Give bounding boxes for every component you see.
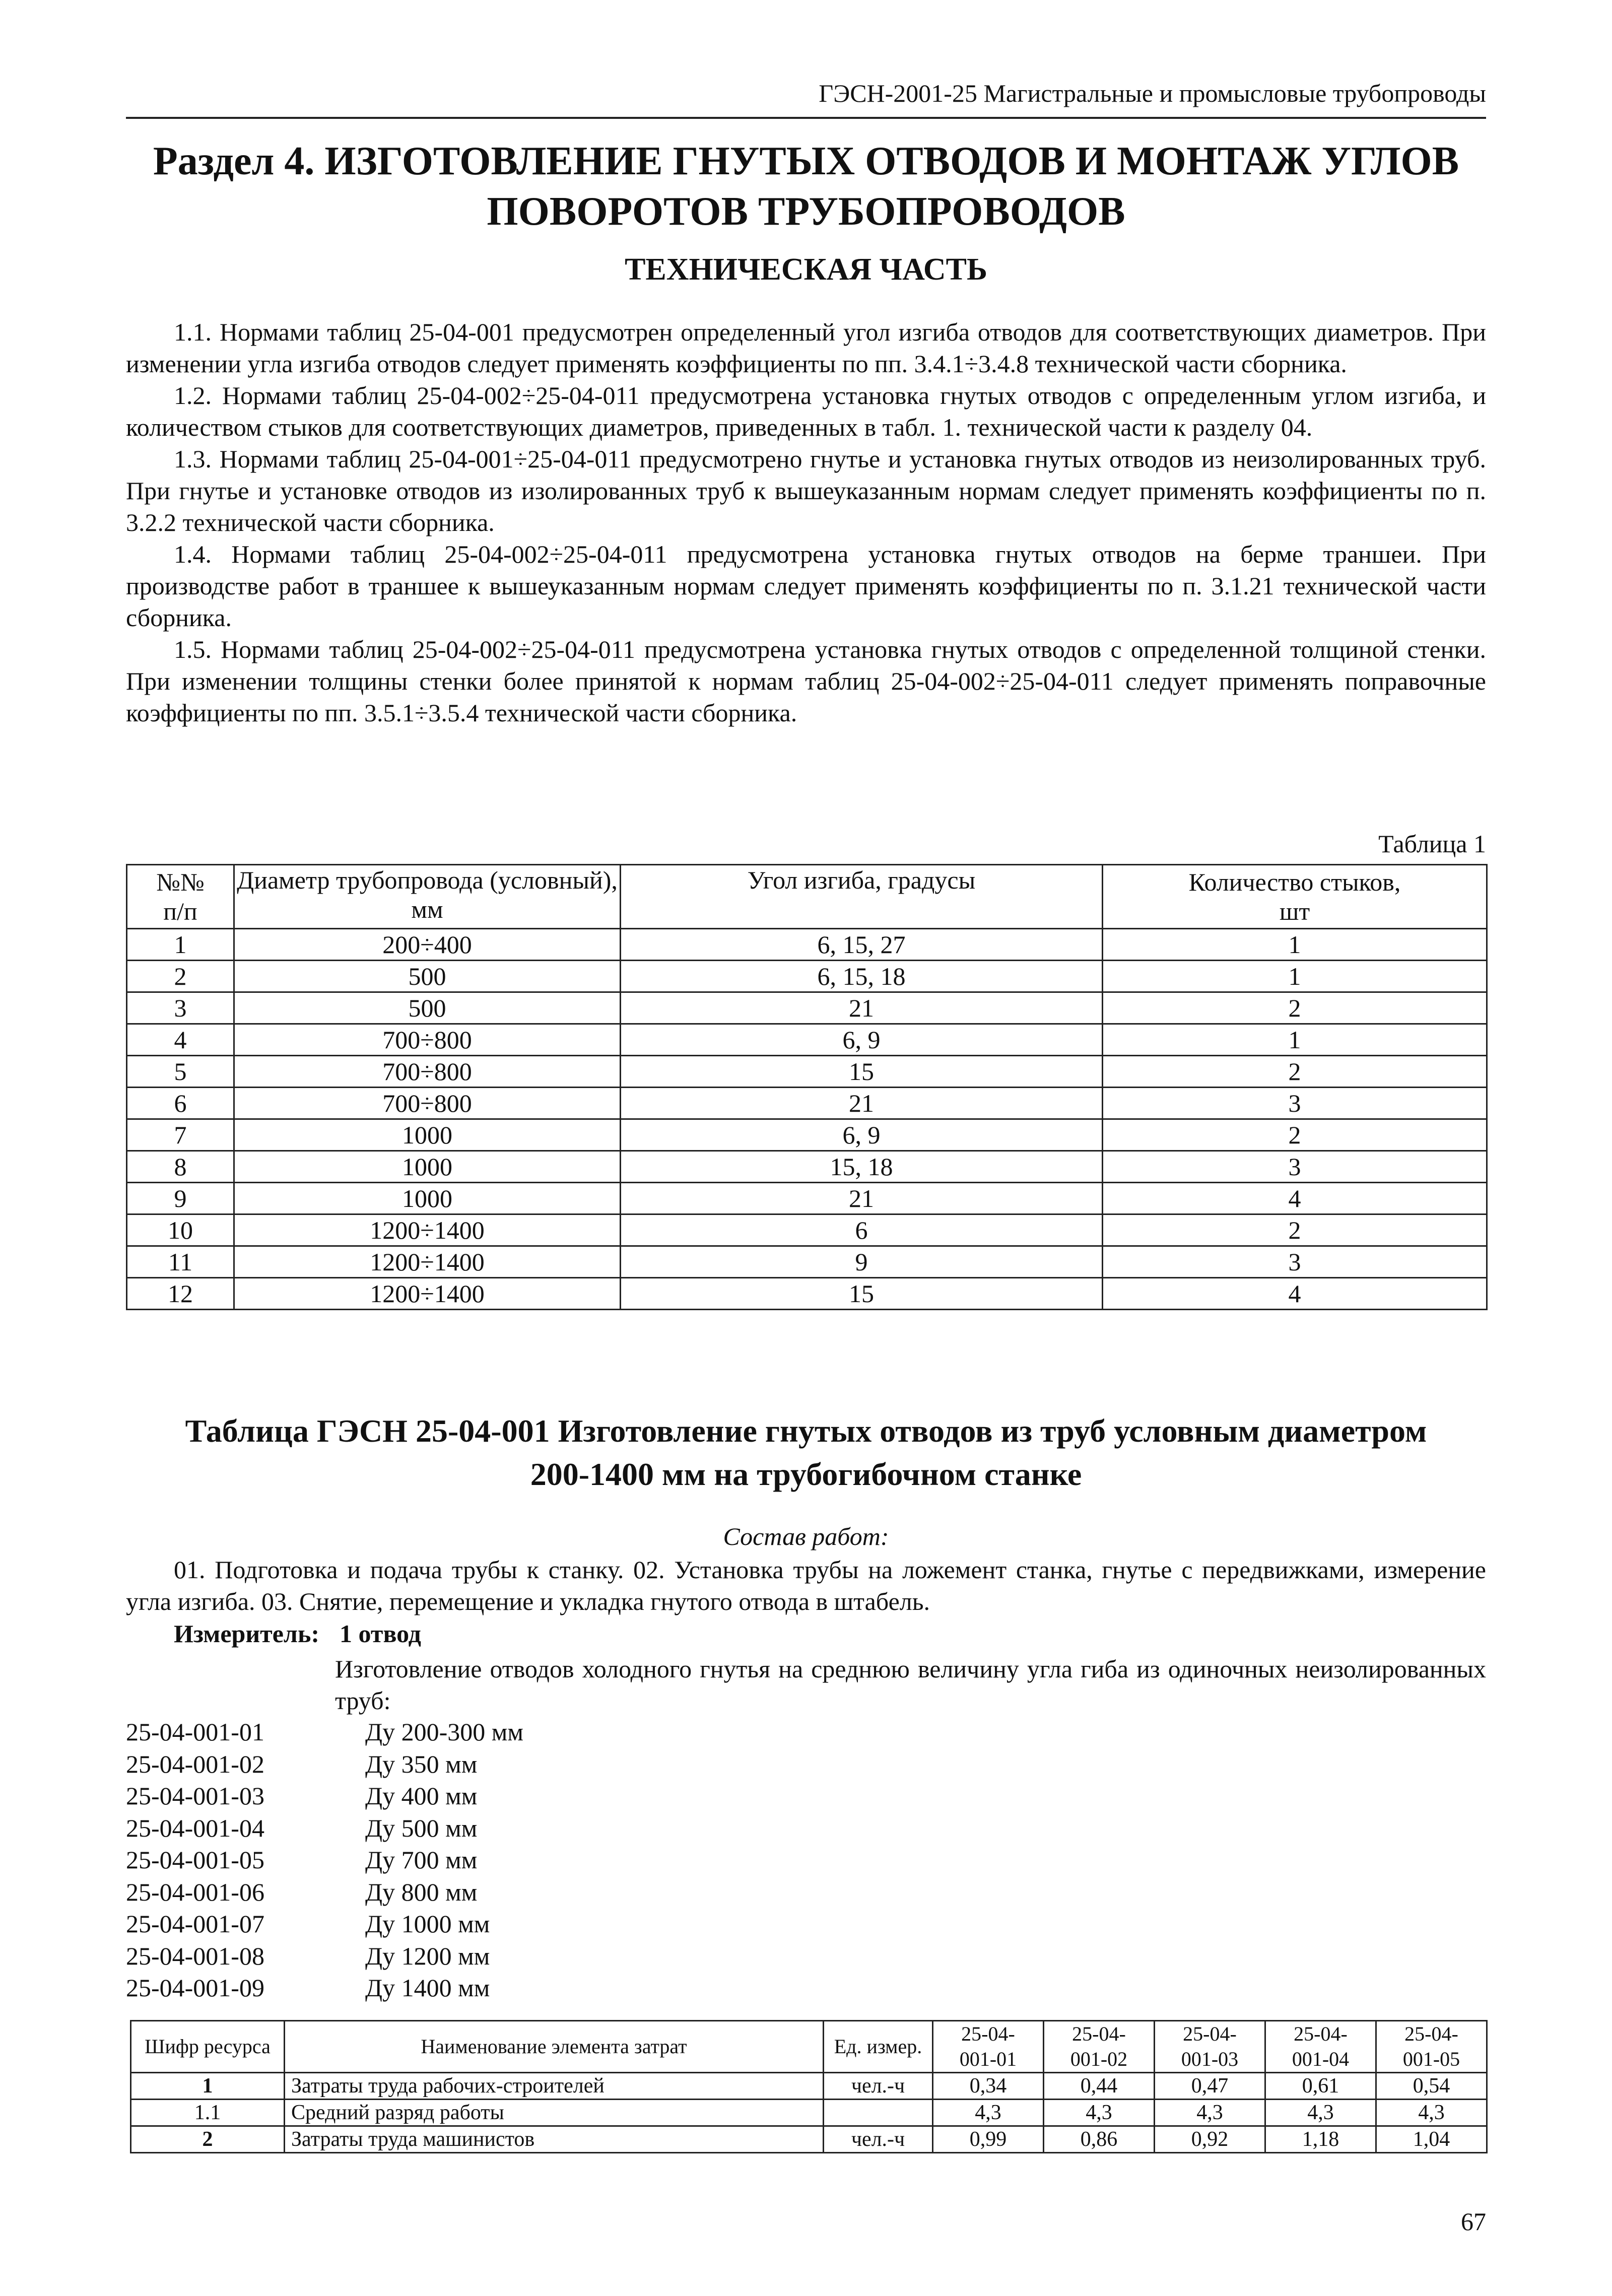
- resource-table-header-row: [131, 2021, 1487, 2073]
- intro-paragraph: 1.1. Нормами таблиц 25-04-001 предусмотрен определенный угол изгиба отводов для соответствующих диаметров. При изменении угла изгиба отводов следует применять коэффициенты по пп. 3.4.1÷3.4.8 технической части сборника.: [126, 318, 1486, 378]
- list-item: 25-04-001-07 Ду 1000 мм: [126, 1910, 490, 1938]
- table-row: 1 200÷400 6, 15, 27 1: [127, 929, 1487, 961]
- table1-header-row: [127, 865, 1487, 929]
- table-row: 6 700÷800 21 3: [127, 1088, 1487, 1119]
- table-row: 1 Затраты труда рабочих-строителей чел.-ч 0,34 0,44 0,47 0,61 0,54: [131, 2073, 1487, 2100]
- table1-header-joints: Количество стыков, шт: [1103, 865, 1487, 929]
- element-name-header: Наименование элемента затрат: [285, 2021, 824, 2073]
- table1-header-diameter: Диаметр трубопровода (условный), мм: [234, 865, 621, 929]
- work-description: Изготовление отводов холодного гнутья на среднюю величину угла гиба из одиночных неизолированных труб:: [335, 1655, 1486, 1715]
- resource-code-header: Шифр ресурса: [131, 2021, 285, 2073]
- intro-paragraph: 1.2. Нормами таблиц 25-04-002÷25-04-011 предусмотрена установка гнутых отводов с определенным углом изгиба, и количеством стыков для соответствующих диаметров, приведенных в табл. 1. технической части к разделу 04.: [126, 381, 1486, 441]
- table-row: 4 700÷800 6, 9 1: [127, 1024, 1487, 1056]
- unit-header: Ед. измер.: [824, 2021, 933, 2073]
- intro-paragraph: 1.4. Нормами таблиц 25-04-002÷25-04-011 предусмотрена установка гнутых отводов на берме траншеи. При производстве работ в траншее к вышеуказанным нормам следует применять коэффициенты по п. 3.1.21 технической части сборника.: [126, 540, 1486, 632]
- section-title-line2: ПОВОРОТОВ ТРУБОПРОВОДОВ: [487, 189, 1125, 234]
- table1-header-num: №№ п/п: [127, 865, 234, 929]
- norm-code-header: 25-04- 001-04: [1265, 2021, 1376, 2073]
- norm-code-header: 25-04- 001-02: [1044, 2021, 1155, 2073]
- intro-text: [126, 316, 1486, 729]
- table-row: 1.1 Средний разряд работы 4,3 4,3 4,3 4,3 4,3: [131, 2100, 1487, 2126]
- page-number: 67: [1461, 2207, 1486, 2236]
- works-caption: Состав работ:: [723, 1522, 889, 1550]
- running-head: ГЭСН-2001-25 Магистральные и промысловые трубопроводы: [819, 79, 1486, 107]
- header-rule: [126, 117, 1486, 119]
- section-subtitle: ТЕХНИЧЕСКАЯ ЧАСТЬ: [625, 252, 987, 287]
- list-item: 25-04-001-02 Ду 350 мм: [126, 1749, 478, 1778]
- table1-caption: Таблица 1: [1378, 830, 1486, 858]
- measure-unit: [174, 1618, 421, 1650]
- list-item: 25-04-001-06 Ду 800 мм: [126, 1877, 478, 1906]
- intro-paragraph: 1.5. Нормами таблиц 25-04-002÷25-04-011 предусмотрена установка гнутых отводов с определенной толщиной стенки. При изменении толщины стенки более принятой к нормам таблиц 25-04-002÷25-04-011 следует применять поправочные коэффициенты по пп. 3.5.1÷3.5.4 технической части сборника.: [126, 635, 1486, 727]
- norm-code-header: 25-04- 001-03: [1155, 2021, 1265, 2073]
- list-item: 25-04-001-08 Ду 1200 мм: [126, 1941, 490, 1970]
- section-title-line1: Раздел 4. ИЗГОТОВЛЕНИЕ ГНУТЫХ ОТВОДОВ И МОНТАЖ УГЛОВ: [153, 139, 1459, 183]
- list-item: 25-04-001-01 Ду 200-300 мм: [126, 1718, 524, 1746]
- list-item: 25-04-001-09 Ду 1400 мм: [126, 1974, 490, 2002]
- measure-label: Измеритель:: [174, 1619, 320, 1648]
- table1-header-angle: Угол изгиба, градусы: [621, 865, 1103, 929]
- norm-table-title: Таблица ГЭСН 25-04-001 Изготовление гнутых отводов из труб условным диаметром 200-1400 мм на трубогибочном станке: [185, 1413, 1427, 1492]
- table-row: 12 1200÷1400 15 4: [127, 1278, 1487, 1310]
- norm-code-header: 25-04- 001-01: [933, 2021, 1044, 2073]
- table-row: 2 500 6, 15, 18 1: [127, 961, 1487, 992]
- norm-code-header: 25-04- 001-05: [1376, 2021, 1487, 2073]
- list-item: 25-04-001-05 Ду 700 мм: [126, 1846, 478, 1874]
- table-row: 7 1000 6, 9 2: [127, 1119, 1487, 1151]
- table-row: 11 1200÷1400 9 3: [127, 1246, 1487, 1278]
- table-row: 9 1000 21 4: [127, 1183, 1487, 1214]
- intro-paragraph: 1.3. Нормами таблиц 25-04-001÷25-04-011 предусмотрено гнутье и установка гнутых отводов из неизолированных труб. При гнутье и установке отводов из изолированных труб к вышеуказанным нормам следует применять коэффициенты по п. 3.2.2 технической части сборника.: [126, 445, 1486, 536]
- works-text: 01. Подготовка и подача трубы к станку. 02. Установка трубы на ложемент станка, гнутье с передвижками, измерение угла изгиба. 03. Снятие, перемещение и укладка гнутого отвода в штабель.: [126, 1556, 1486, 1615]
- table-row: 3 500 21 2: [127, 992, 1487, 1024]
- code-list: [126, 1716, 523, 2004]
- section-title: [126, 136, 1486, 237]
- table-row: 8 1000 15, 18 3: [127, 1151, 1487, 1183]
- resource-table: [130, 2020, 1488, 2153]
- list-item: 25-04-001-04 Ду 500 мм: [126, 1813, 478, 1842]
- table-row: 2 Затраты труда машинистов чел.-ч 0,99 0,86 0,92 1,18 1,04: [131, 2126, 1487, 2153]
- table-row: 10 1200÷1400 6 2: [127, 1214, 1487, 1246]
- table-row: 5 700÷800 15 2: [127, 1056, 1487, 1088]
- list-item: 25-04-001-03 Ду 400 мм: [126, 1782, 478, 1810]
- measure-value: 1 отвод: [340, 1619, 421, 1648]
- table1: [126, 864, 1488, 1310]
